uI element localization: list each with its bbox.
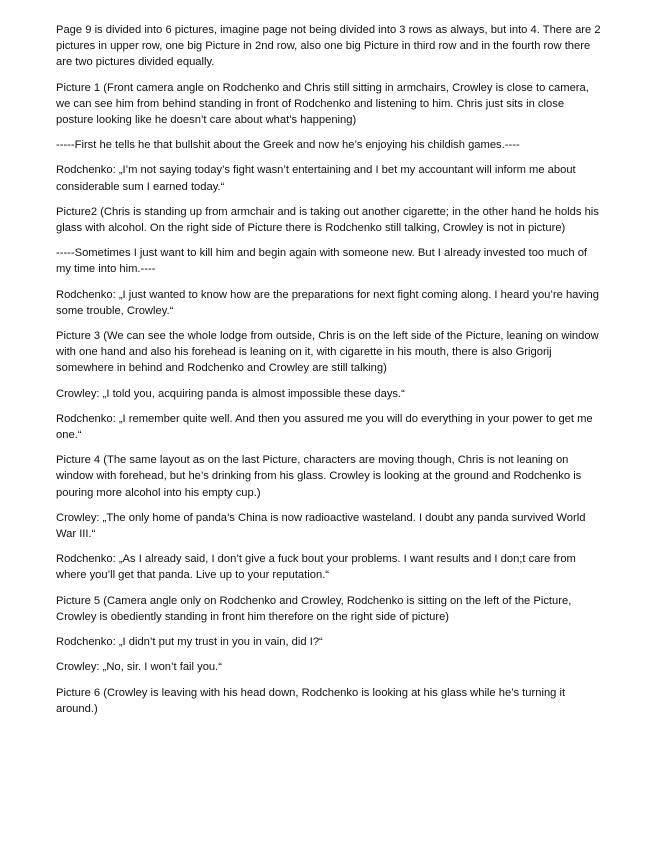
paragraph-dialogue-rodchenko-3: Rodchenko: „I remember quite well. And then you assured me you will do everything in your power to get me one.“ bbox=[56, 412, 593, 442]
paragraph-picture-1: Picture 1 (Front camera angle on Rodchenko and Chris still sitting in armchairs, Crowley is close to camera, we can see him from behind standing in front of Rodchenko and listening to him. Chris just sits in close posture looking like he doesn’t care about what’s happening) bbox=[56, 81, 589, 127]
paragraph-picture-2: Picture2 (Chris is standing up from armchair and is taking out another cigarette; in the other hand he holds his glass with alcohol. On the right side of Picture there is Rodchenko still talking, Crowley is not in picture) bbox=[56, 205, 599, 235]
paragraph-picture-3: Picture 3 (We can see the whole lodge from outside, Chris is on the left side of the Picture, leaning on window with one hand and also his forehead is leaning on it, with cigarette in his mouth, there is also Grigorij somewhere in behind and Rodchenko and Crowley are still talking) bbox=[56, 330, 599, 375]
paragraph-dialogue-crowley-1: Crowley: „I told you, acquiring panda is almost impossible these days.“ bbox=[56, 387, 405, 400]
paragraph-dialogue-rodchenko-4: Rodchenko: „As I already said, I don’t give a fuck bout your problems. I want results and I don;t care from where you’ll get that panda. Live up to your reputation.“ bbox=[56, 553, 576, 582]
paragraph-page-description: Page 9 is divided into 6 pictures, imagine page not being divided into 3 rows as always, but into 4. There are 2 pictures in upper row, one big Picture in 2nd row, also one big Picture in third row and in the fourth row there are two pictures divided equally. bbox=[56, 24, 601, 69]
paragraph-thought-2: -----Sometimes I just want to kill him and begin again with someone new. But I already invested too much of my time into him.---- bbox=[56, 247, 588, 276]
paragraph-picture-4: Picture 4 (The same layout as on the last Picture, characters are moving though, Chris is not leaning on window with forehead, but he’s drinking from his glass. Crowley is looking at the ground and Rodchenko is pouring more alcohol into his empty cup.) bbox=[56, 454, 582, 499]
paragraph-dialogue-rodchenko-1: Rodchenko: „I’m not saying today’s fight wasn’t entertaining and I bet my accountant will inform me about considerable sum I earned today.“ bbox=[56, 164, 576, 193]
paragraph-picture-6: Picture 6 (Crowley is leaving with his head down, Rodchenko is looking at his glass while he’s turning it around.) bbox=[56, 686, 566, 715]
paragraph-dialogue-rodchenko-5: Rodchenko: „I didn’t put my trust in you in vain, did I?“ bbox=[56, 636, 323, 649]
paragraph-thought-1: -----First he tells he that bullshit about the Greek and now he’s enjoying his childish games.---- bbox=[56, 139, 520, 152]
paragraph-dialogue-crowley-3: Crowley: „No, sir. I won’t fail you.“ bbox=[56, 661, 222, 674]
paragraph-dialogue-crowley-2: Crowley: „The only home of panda’s China is now radioactive wasteland. I doubt any panda survived World War III.“ bbox=[56, 511, 586, 541]
paragraph-dialogue-rodchenko-2: Rodchenko: „I just wanted to know how are the preparations for next fight coming along. I heard you’re having some trouble, Crowley.“ bbox=[56, 288, 599, 317]
document-body bbox=[56, 22, 601, 726]
paragraph-picture-5: Picture 5 (Camera angle only on Rodchenko and Crowley, Rodchenko is sitting on the left of the Picture, Crowley is obediently standing in front him therefore on the right side of picture) bbox=[56, 594, 572, 623]
